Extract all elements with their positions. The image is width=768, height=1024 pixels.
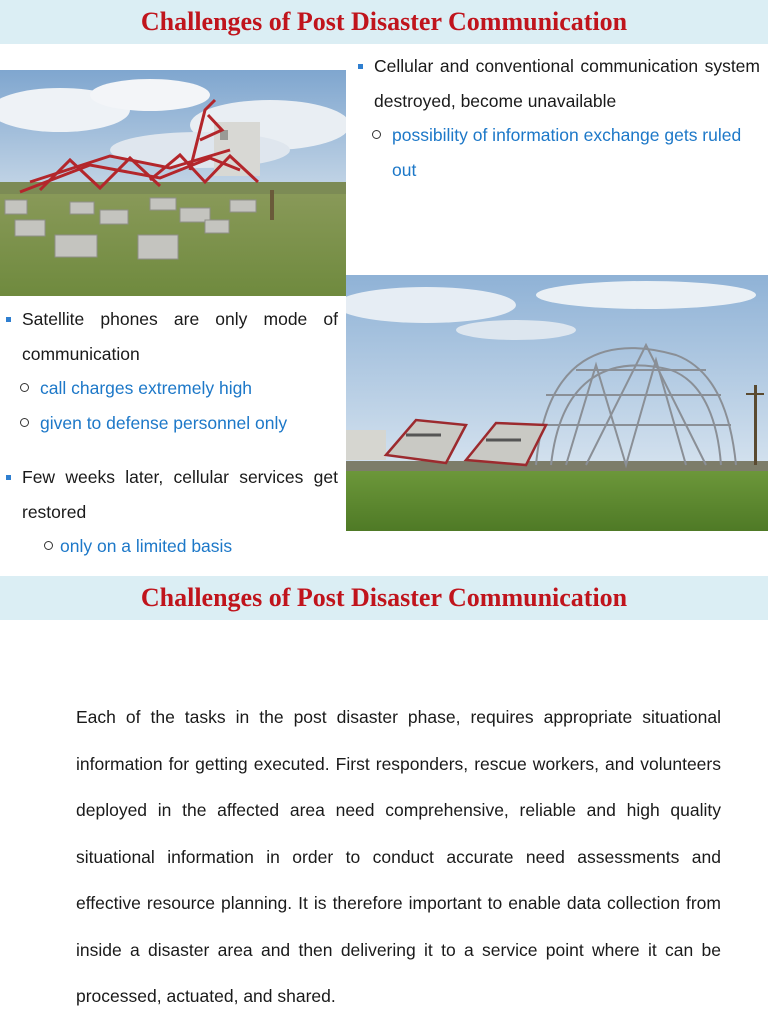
bullet-left-block: [2, 302, 338, 564]
sub-bullet-item: [2, 406, 338, 441]
bullet-square-icon: [6, 475, 11, 480]
sub-bullet-circle-icon: [372, 130, 381, 139]
sub-bullet-text: possibility of information exchange gets ruled out: [392, 125, 742, 180]
sub-bullet-item: [2, 529, 338, 564]
sub-bullet-item: [2, 371, 338, 406]
bullet-text: Satellite phones are only mode of communication: [22, 309, 338, 364]
collapsed-tower-photo-1: [0, 70, 346, 296]
sub-bullet-text: given to defense personnel only: [40, 412, 288, 433]
slide-2-title: Challenges of Post Disaster Communication: [140, 583, 628, 612]
slide-1-title-bar: [0, 0, 768, 44]
bullet-text: Cellular and conventional communication system destroyed, become unavailable: [374, 56, 760, 111]
bullet-top-block: [354, 49, 760, 187]
sub-bullet-circle-icon: [44, 541, 53, 550]
bullet-square-icon: [6, 317, 11, 322]
bullet-square-icon: [358, 64, 363, 69]
bullet-item: [2, 302, 338, 371]
slide-1-title: Challenges of Post Disaster Communication: [140, 7, 628, 36]
sub-bullet-circle-icon: [20, 418, 29, 427]
slide-2-paragraph: Each of the tasks in the post disaster phase, requires appropriate situational information for getting executed. First responders, rescue workers, and volunteers deployed in the affected area need comprehensive, reliable and high quality situational information in order to conduct accurate need assessments and effective resource planning. It is therefore important to enable data collection from inside a disaster area and then delivering it to a service point where it can be processed, actuated, and shared.: [76, 707, 721, 1006]
slide-2: [0, 576, 768, 1024]
sub-bullet-item: [354, 118, 760, 187]
sub-bullet-text: call charges extremely high: [40, 378, 253, 398]
bullet-item: [2, 460, 338, 529]
collapsed-tower-photo-2: [346, 275, 768, 531]
bullet-item: [354, 49, 760, 118]
bullet-text: Few weeks later, cellular services get restored: [22, 467, 338, 522]
sub-bullet-text: only on a limited basis: [60, 536, 233, 556]
slide-2-title-bar: [0, 576, 768, 620]
sub-bullet-circle-icon: [20, 383, 29, 392]
